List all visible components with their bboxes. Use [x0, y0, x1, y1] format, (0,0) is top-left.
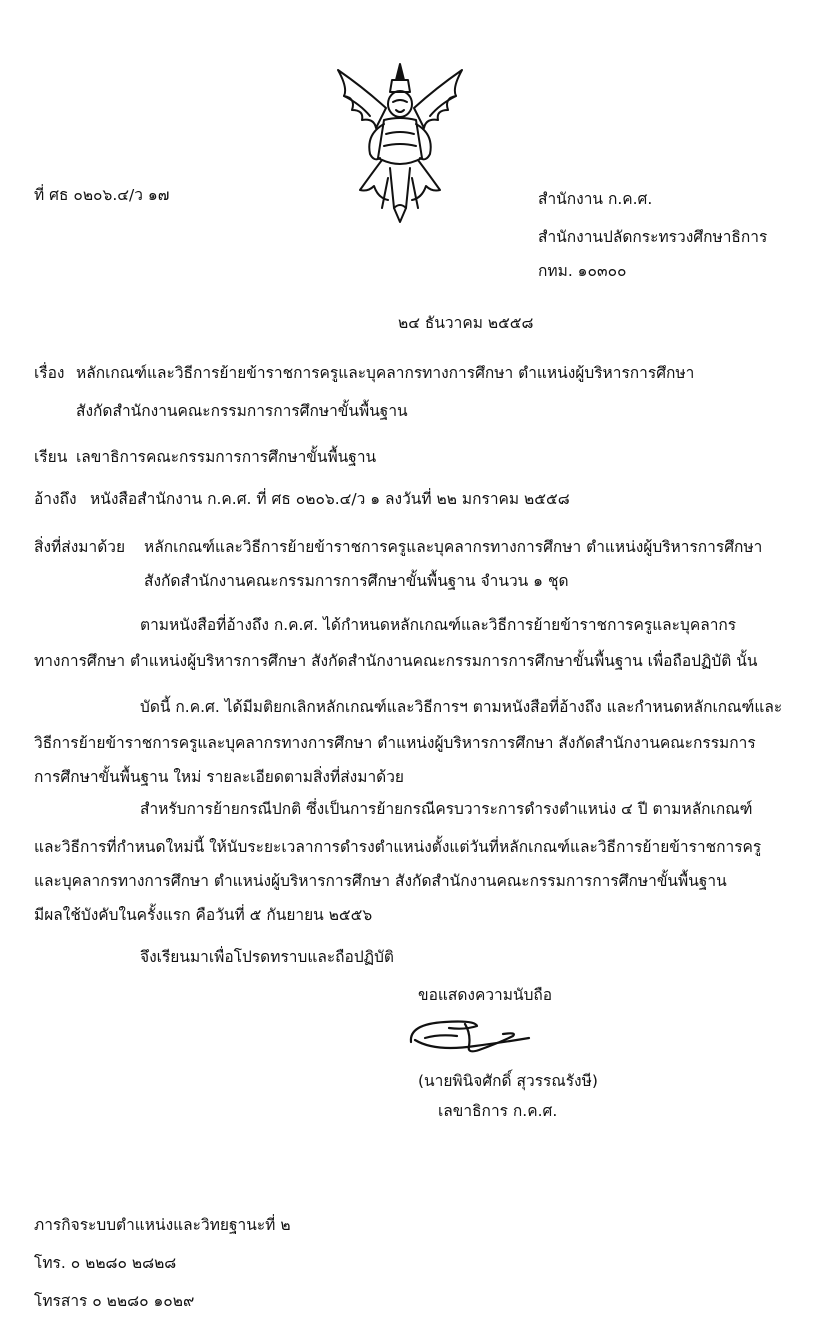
document-number: ที่ ศธ ๐๒๐๖.๔/ว ๑๗ — [34, 186, 170, 204]
paragraph-1-line-1: ตามหนังสือที่อ้างถึง ก.ค.ศ. ได้กำหนดหลักเกณฑ์และวิธีการย้ายข้าราชการครูและบุคลากร — [140, 616, 737, 634]
paragraph-2-line-1: บัดนี้ ก.ค.ศ. ได้มีมติยกเลิกหลักเกณฑ์และวิธีการฯ ตามหนังสือที่อ้างถึง และกำหนดหลักเกณฑ์และ — [140, 698, 783, 716]
reference: หนังสือสำนักงาน ก.ค.ศ. ที่ ศธ ๐๒๐๖.๔/ว ๑ ลงวันที่ ๒๒ มกราคม ๒๕๕๘ — [90, 490, 570, 508]
paragraph-1-line-2: ทางการศึกษา ตำแหน่งผู้บริหารการศึกษา สังกัดสำนักงานคณะกรรมการการศึกษาขั้นพื้นฐาน เพื่อถือปฏิบัติ นั้น — [34, 652, 758, 670]
footer-telephone: โทร. ๐ ๒๒๘๐ ๒๘๒๘ — [34, 1254, 177, 1272]
salutation: ขอแสดงความนับถือ — [418, 986, 553, 1004]
paragraph-3-line-4: มีผลใช้บังคับในครั้งแรก คือวันที่ ๕ กันยายน ๒๕๕๖ — [34, 906, 373, 924]
paragraph-3-line-1: สำหรับการย้ายกรณีปกติ ซึ่งเป็นการย้ายกรณีครบวาระการดำรงตำแหน่ง ๔ ปี ตามหลักเกณฑ์ — [140, 800, 753, 818]
handwritten-signature — [405, 1012, 535, 1058]
enclosure-label: สิ่งที่ส่งมาด้วย — [34, 538, 126, 556]
subject-label: เรื่อง — [34, 364, 65, 382]
paragraph-2-line-3: การศึกษาขั้นพื้นฐาน ใหม่ รายละเอียดตามสิ่งที่ส่งมาด้วย — [34, 768, 404, 786]
footer-fax: โทรสาร ๐ ๒๒๘๐ ๑๐๒๙ — [34, 1292, 195, 1310]
office-name: สำนักงาน ก.ค.ศ. — [538, 190, 653, 208]
subject-line-2: สังกัดสำนักงานคณะกรรมการการศึกษาขั้นพื้นฐาน — [76, 402, 408, 420]
document-date: ๒๔ ธันวาคม ๒๕๕๘ — [398, 314, 534, 332]
paragraph-2-line-2: วิธีการย้ายข้าราชการครูและบุคลากรทางการศึกษา ตำแหน่งผู้บริหารการศึกษา สังกัดสำนักงานคณะกรรมการ — [34, 734, 756, 752]
office-address: กทม. ๑๐๓๐๐ — [538, 262, 627, 280]
reference-label: อ้างถึง — [34, 490, 77, 508]
paragraph-3-line-3: และบุคลากรทางการศึกษา ตำแหน่งผู้บริหารการศึกษา สังกัดสำนักงานคณะกรรมการการศึกษาขั้นพื้นฐาน — [34, 872, 727, 890]
signatory-position: เลขาธิการ ก.ค.ศ. — [438, 1102, 558, 1120]
garuda-emblem-icon — [330, 58, 470, 228]
recipient-label: เรียน — [34, 448, 68, 466]
signatory-name: (นายพินิจศักดิ์ สุวรรณรังษี) — [418, 1072, 598, 1090]
footer-unit: ภารกิจระบบตำแหน่งและวิทยฐานะที่ ๒ — [34, 1216, 291, 1234]
enclosure-line-1: หลักเกณฑ์และวิธีการย้ายข้าราชการครูและบุคลากรทางการศึกษา ตำแหน่งผู้บริหารการศึกษา — [144, 538, 763, 556]
office-department: สำนักงานปลัดกระทรวงศึกษาธิการ — [538, 228, 768, 246]
recipient: เลขาธิการคณะกรรมการการศึกษาขั้นพื้นฐาน — [76, 448, 377, 466]
enclosure-line-2: สังกัดสำนักงานคณะกรรมการการศึกษาขั้นพื้นฐาน จำนวน ๑ ชุด — [144, 572, 569, 590]
subject-line-1: หลักเกณฑ์และวิธีการย้ายข้าราชการครูและบุคลากรทางการศึกษา ตำแหน่งผู้บริหารการศึกษา — [76, 364, 695, 382]
closing-line: จึงเรียนมาเพื่อโปรดทราบและถือปฏิบัติ — [140, 948, 394, 966]
paragraph-3-line-2: และวิธีการที่กำหนดใหม่นี้ ให้นับระยะเวลาการดำรงตำแหน่งตั้งแต่วันที่หลักเกณฑ์และวิธีการย้ายข้าราชการครู — [34, 838, 762, 856]
